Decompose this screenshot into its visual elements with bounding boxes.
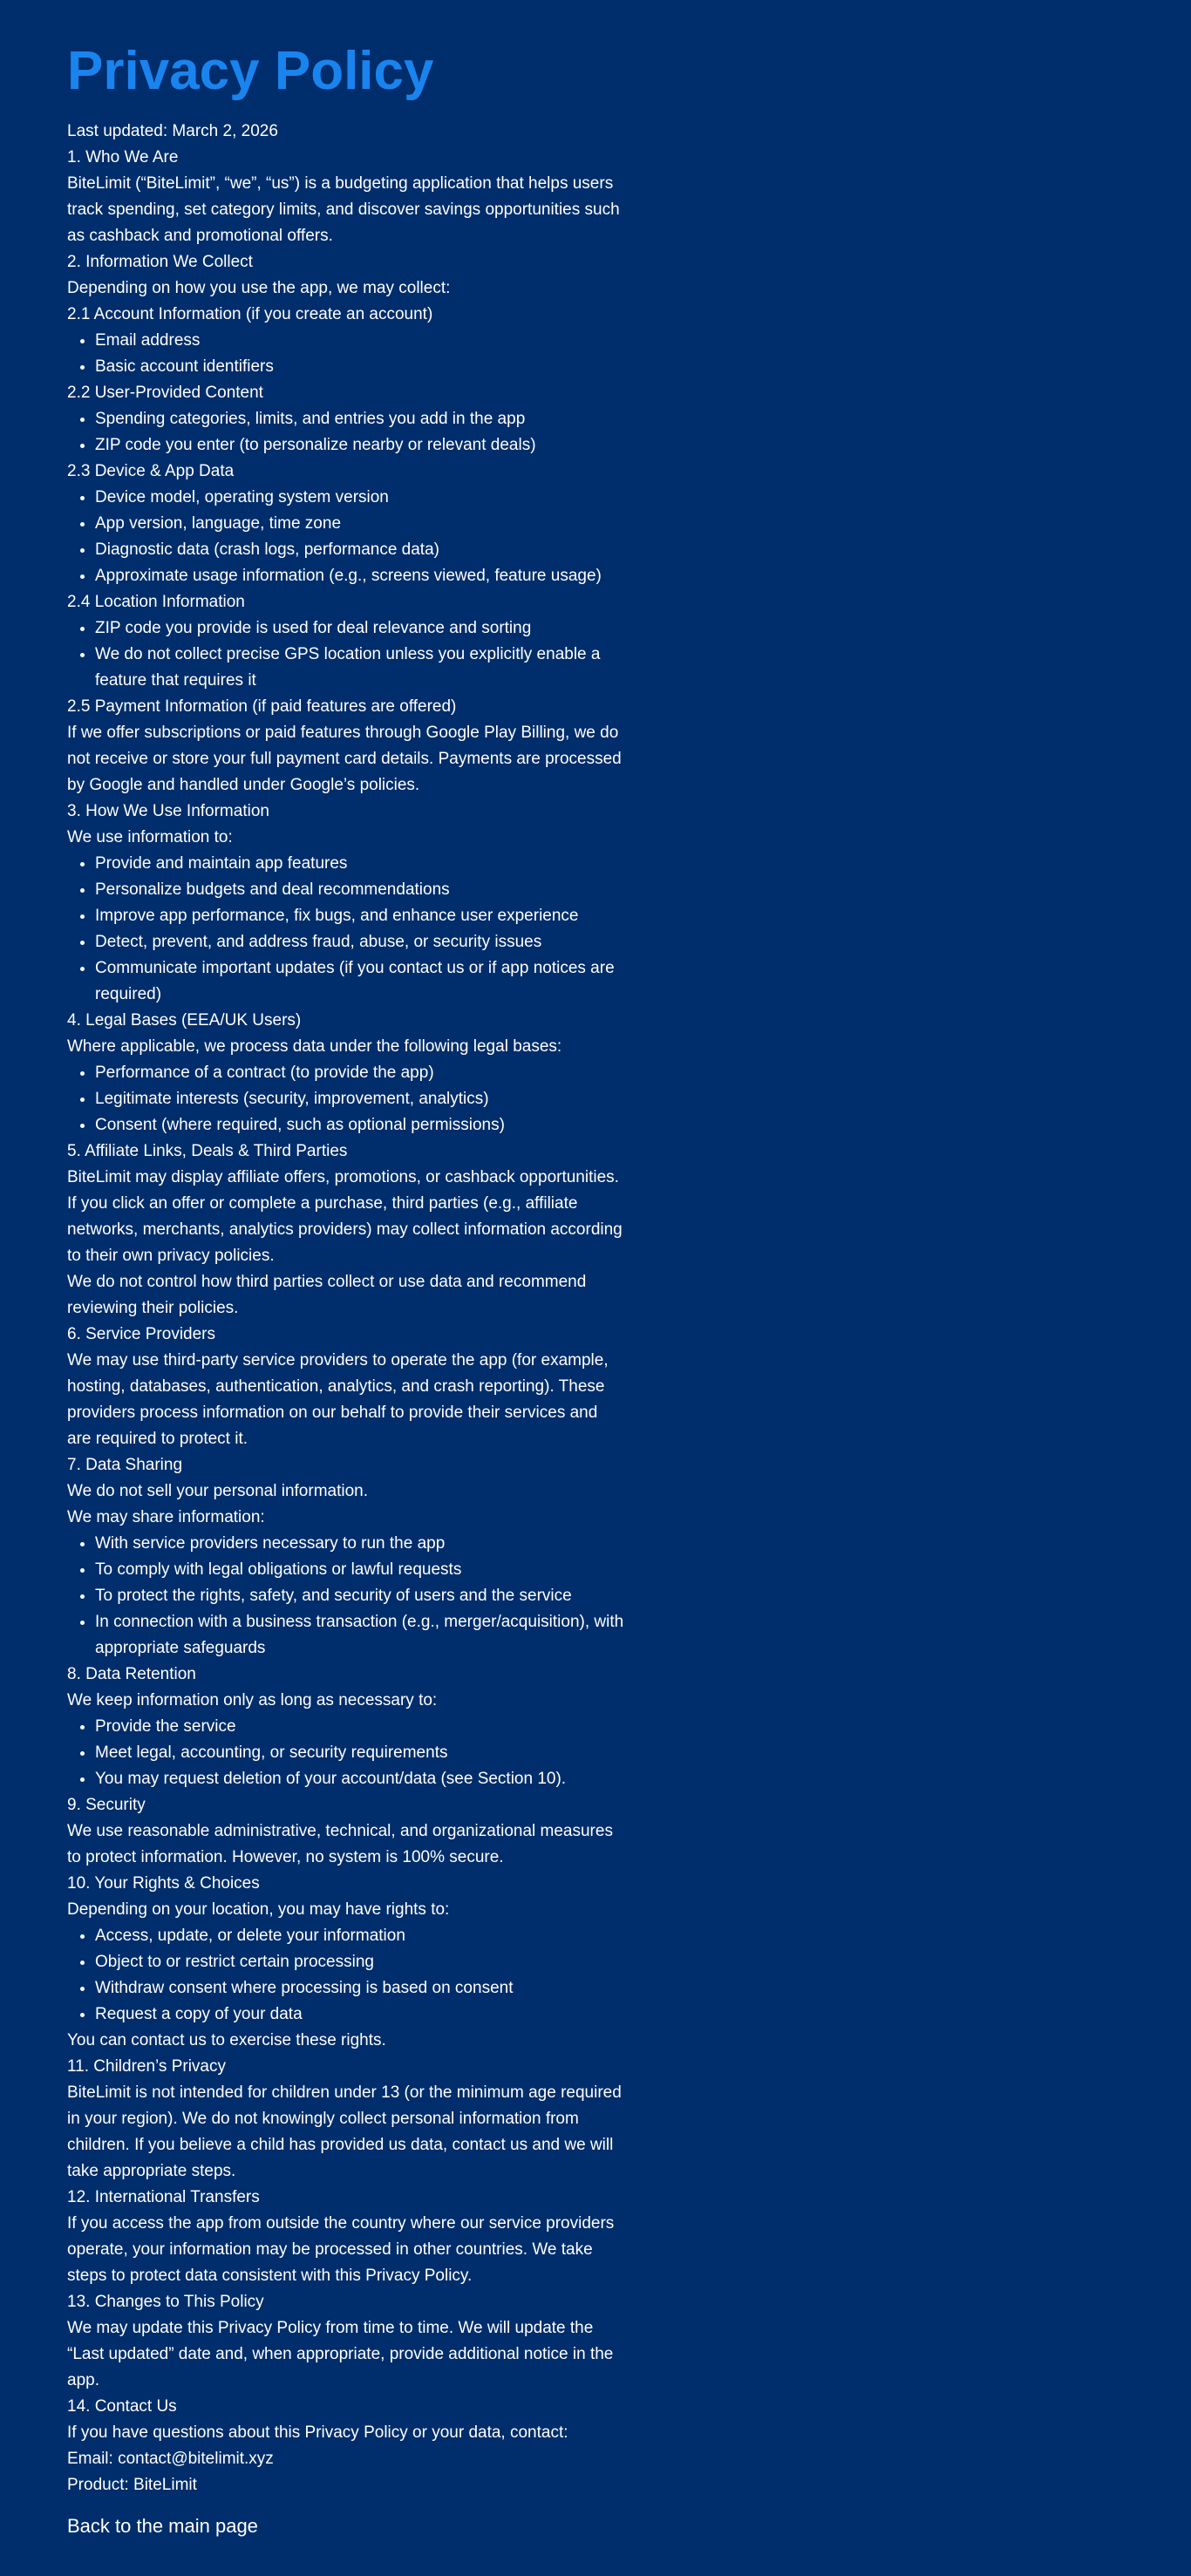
policy-paragraph: 2. Information We Collect	[67, 253, 253, 271]
list-item: • Approximate usage information (e.g., screens viewed, feature usage)	[95, 563, 625, 589]
policy-list	[67, 851, 625, 1008]
policy-paragraph: Email: contact@bitelimit.xyz	[67, 2450, 274, 2468]
list-item: • ZIP code you enter (to personalize nearby or relevant deals)	[95, 432, 625, 459]
policy-paragraph: Product: BiteLimit	[67, 2476, 197, 2494]
policy-paragraph: 10. Your Rights & Choices	[67, 1874, 260, 1893]
list-item: • Spending categories, limits, and entries you add in the app	[95, 406, 625, 432]
list-item: • Legitimate interests (security, improvement, analytics)	[95, 1086, 625, 1112]
policy-paragraph: We may share information:	[67, 1508, 265, 1526]
policy-paragraph: If you access the app from outside the country where our service providers operate, your information may be processed in other countries. We take steps to protect data consistent with this Privacy Policy.	[67, 2214, 615, 2285]
list-item: • Object to or restrict certain processing	[95, 1949, 625, 1975]
policy-paragraph: 6. Service Providers	[67, 1325, 216, 1343]
policy-paragraph: If you have questions about this Privacy Policy or your data, contact:	[67, 2423, 568, 2442]
policy-paragraph: 12. International Transfers	[67, 2188, 260, 2206]
list-item: • Basic account identifiers	[95, 354, 625, 380]
policy-list	[67, 1923, 625, 2028]
policy-paragraph: We do not sell your personal information.	[67, 1482, 368, 1500]
policy-paragraph: 2.2 User-Provided Content	[67, 384, 263, 402]
policy-paragraph: We keep information only as long as necessary to:	[67, 1691, 438, 1709]
list-item: • Consent (where required, such as optional permissions)	[95, 1112, 625, 1138]
policy-paragraph: 1. Who We Are	[67, 148, 179, 167]
policy-paragraph: 11. Children’s Privacy	[67, 2057, 226, 2076]
policy-list	[67, 328, 625, 380]
list-item: • Email address	[95, 328, 625, 354]
list-item: • App version, language, time zone	[95, 511, 625, 537]
list-item: • To comply with legal obligations or lawful requests	[95, 1557, 625, 1583]
policy-paragraph: If we offer subscriptions or paid features through Google Play Billing, we do not receive or store your full payment card details. Payments are processed by Google and handled under Google’s policies.	[67, 724, 622, 794]
list-item: • Personalize budgets and deal recommendations	[95, 877, 625, 903]
list-item: • To protect the rights, safety, and security of users and the service	[95, 1583, 625, 1609]
policy-paragraph: Last updated: March 2, 2026	[67, 122, 278, 140]
list-item: • Device model, operating system version	[95, 485, 625, 511]
list-item: • Request a copy of your data	[95, 2002, 625, 2028]
policy-paragraph: 3. How We Use Information	[67, 802, 269, 820]
policy-content	[67, 119, 625, 2498]
list-item: • Provide and maintain app features	[95, 851, 625, 877]
policy-paragraph: 2.1 Account Information (if you create an account)	[67, 305, 433, 323]
policy-list	[67, 485, 625, 589]
list-item: • ZIP code you provide is used for deal relevance and sorting	[95, 615, 625, 642]
policy-paragraph: We may use third-party service providers to operate the app (for example, hosting, databases, authentication, analytics, and crash reporting). These providers process information on our behalf to provide their services and are required to protect it.	[67, 1351, 609, 1448]
list-item: • Provide the service	[95, 1714, 625, 1740]
policy-paragraph: 4. Legal Bases (EEA/UK Users)	[67, 1011, 302, 1030]
back-to-main-link[interactable]: Back to the main page	[67, 2515, 258, 2537]
policy-paragraph: BiteLimit may display affiliate offers, promotions, or cashback opportunities.	[67, 1168, 619, 1186]
policy-list	[67, 1531, 625, 1662]
policy-paragraph: We may update this Privacy Policy from time to time. We will update the “Last updated” date and, when appropriate, provide additional notice in the app.	[67, 2319, 614, 2389]
policy-paragraph: You can contact us to exercise these rights.	[67, 2031, 386, 2049]
policy-paragraph: 5. Affiliate Links, Deals & Third Parties	[67, 1142, 348, 1160]
list-item: • Performance of a contract (to provide the app)	[95, 1060, 625, 1086]
policy-paragraph: 7. Data Sharing	[67, 1456, 183, 1474]
page-title: Privacy Policy	[67, 41, 434, 101]
policy-paragraph: 14. Contact Us	[67, 2397, 177, 2416]
policy-paragraph: Depending on how you use the app, we may collect:	[67, 279, 451, 297]
list-item: • Withdraw consent where processing is based on consent	[95, 1975, 625, 2002]
list-item: • Detect, prevent, and address fraud, abuse, or security issues	[95, 929, 625, 955]
list-item: • Access, update, or delete your information	[95, 1923, 625, 1949]
policy-list	[67, 615, 625, 694]
policy-paragraph: We use information to:	[67, 828, 233, 846]
policy-paragraph: We use reasonable administrative, technical, and organizational measures to protect information. However, no system is 100% secure.	[67, 1822, 613, 1866]
list-item: • Communicate important updates (if you contact us or if app notices are required)	[95, 955, 625, 1008]
policy-paragraph: Where applicable, we process data under the following legal bases:	[67, 1037, 562, 1056]
policy-paragraph: BiteLimit is not intended for children under 13 (or the minimum age required in your region). We do not knowingly collect personal information from children. If you believe a child has provided us data, contact us and we will take appropriate steps.	[67, 2083, 622, 2180]
policy-paragraph: 9. Security	[67, 1796, 146, 1814]
policy-paragraph: 13. Changes to This Policy	[67, 2293, 264, 2311]
list-item: • Diagnostic data (crash logs, performance data)	[95, 537, 625, 563]
list-item: • Improve app performance, fix bugs, and enhance user experience	[95, 903, 625, 929]
policy-paragraph: 8. Data Retention	[67, 1665, 196, 1683]
policy-paragraph: 2.3 Device & App Data	[67, 462, 235, 480]
list-item: • We do not collect precise GPS location unless you explicitly enable a feature that requires it	[95, 642, 625, 694]
policy-paragraph: 2.5 Payment Information (if paid features are offered)	[67, 697, 457, 716]
policy-list	[67, 1060, 625, 1138]
policy-paragraph: Depending on your location, you may have rights to:	[67, 1900, 450, 1919]
policy-list	[67, 1714, 625, 1792]
list-item: • Meet legal, accounting, or security requirements	[95, 1740, 625, 1766]
policy-paragraph: 2.4 Location Information	[67, 593, 245, 611]
list-item: • In connection with a business transaction (e.g., merger/acquisition), with appropriate safeguards	[95, 1609, 625, 1662]
list-item: • With service providers necessary to run the app	[95, 1531, 625, 1557]
policy-paragraph: BiteLimit (“BiteLimit”, “we”, “us”) is a budgeting application that helps users track spending, set category limits, and discover savings opportunities such as cashback and promotional offers.	[67, 174, 620, 245]
list-item: • You may request deletion of your account/data (see Section 10).	[95, 1766, 625, 1792]
policy-paragraph: We do not control how third parties collect or use data and recommend reviewing their policies.	[67, 1273, 587, 1317]
policy-list	[67, 406, 625, 459]
policy-paragraph: If you click an offer or complete a purchase, third parties (e.g., affiliate networks, merchants, analytics providers) may collect information according to their own privacy policies.	[67, 1194, 623, 1265]
